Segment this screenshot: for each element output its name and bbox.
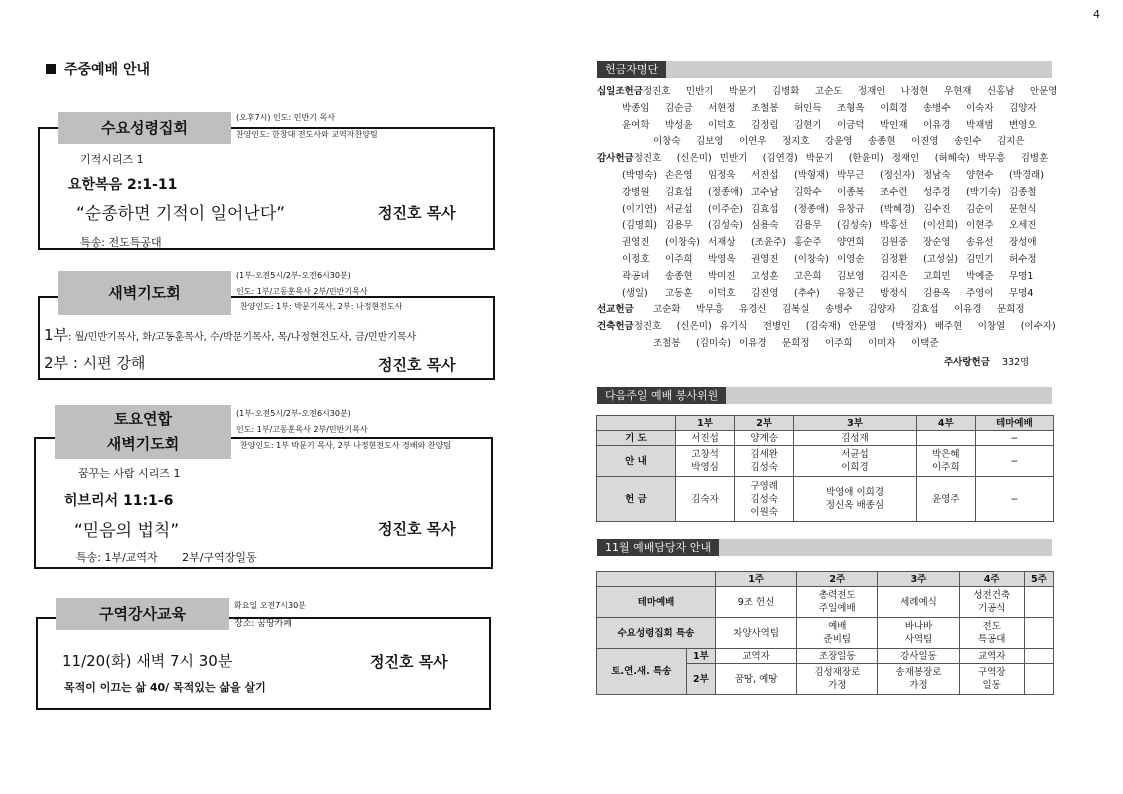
donor-name: 무명1	[1009, 270, 1034, 282]
donor-name: 이주희	[825, 337, 853, 349]
donor-name: 서재상	[708, 237, 736, 249]
table-cell: 수요성령집회 특송	[597, 618, 716, 649]
donor-name: 고희민	[923, 270, 951, 282]
donor-category	[597, 218, 622, 235]
donor-name: 고동훈	[665, 287, 693, 299]
donor-name: 배주현	[934, 321, 963, 333]
table-cell: 성전건축 기공식	[959, 587, 1024, 618]
donor-name: 정재인	[857, 86, 886, 97]
table-cell: 교역자	[716, 649, 797, 664]
district-title: 구역강사교육	[56, 598, 229, 630]
donor-name: 조철봉	[653, 337, 681, 349]
square-bullet-icon	[46, 64, 56, 74]
table-cell: 기 도	[597, 431, 676, 446]
donor-name: 주영이	[966, 287, 994, 299]
donor-name: 김보영	[696, 136, 724, 148]
district-info2: 장소: 꿈땅카페	[234, 619, 293, 629]
saturday-series: 꿈꾸는 사람 시리즈 1	[78, 467, 181, 480]
donor-name: 박인재	[880, 119, 908, 131]
table-cell: 꿈땅, 예땅	[716, 664, 797, 695]
donor-name: (정종애)	[794, 203, 829, 215]
donor-row	[597, 286, 1052, 303]
donor-name: 성주경	[923, 186, 951, 198]
donor-name: 전병인	[762, 321, 791, 333]
donor-name: 이유경	[739, 337, 767, 349]
donor-name: 박미진	[708, 270, 736, 282]
table-cell: 1부	[676, 416, 735, 431]
table-cell: 윤영주	[916, 477, 975, 522]
donor-name: 강병원	[622, 186, 650, 198]
donor-name: 심용숙	[751, 220, 779, 232]
saturday-scripture: 히브리서 11:1-6	[64, 493, 174, 509]
donor-row	[597, 84, 1058, 101]
table-cell: 3부	[794, 416, 916, 431]
donor-name: 이영순	[837, 253, 865, 265]
table-cell	[1024, 587, 1053, 618]
next-week-table	[596, 415, 1054, 522]
saturday-title-line2: 새벽기도회	[106, 435, 180, 453]
donor-category	[597, 336, 653, 353]
donor-name: 김순이	[966, 203, 994, 215]
donor-name: (허혜숙)	[934, 153, 970, 165]
table-cell: 조장일동	[797, 649, 878, 664]
donor-name: 이정호	[622, 253, 650, 265]
donor-name: 박무근	[837, 169, 865, 181]
donor-name: 박홍선	[880, 220, 908, 232]
donor-name: 김지은	[997, 136, 1025, 148]
donor-category	[597, 252, 622, 269]
donor-name: 정남숙	[923, 169, 951, 181]
donor-name: 송병수	[923, 102, 951, 114]
table-cell: −	[975, 431, 1053, 446]
donors-header: 헌금자명단	[597, 61, 1052, 78]
donor-name: 정진호	[633, 153, 662, 165]
donor-category: 감사헌금	[597, 153, 634, 165]
donor-name: 김정환	[880, 253, 908, 265]
donor-category	[597, 286, 622, 303]
november-table	[596, 571, 1054, 695]
table-cell	[1024, 664, 1053, 695]
table-row	[597, 446, 1054, 477]
donor-name: (이창숙)	[794, 253, 829, 265]
donor-name: 정진호	[633, 321, 662, 333]
donor-name: 문희정	[782, 337, 810, 349]
donor-name: (이선희)	[923, 220, 958, 232]
donor-name: 이덕호	[708, 287, 736, 299]
donor-row	[597, 218, 1052, 235]
donor-name: 송병수	[825, 304, 853, 316]
donor-name: 신홍남	[986, 86, 1015, 97]
donor-name: 서현정	[708, 102, 736, 114]
table-cell: 총력전도 주일예배	[797, 587, 878, 618]
donor-name: 유창규	[837, 203, 865, 215]
donor-name: 정재인	[891, 153, 920, 165]
donor-name: (김연경)	[762, 153, 798, 165]
donor-category	[597, 185, 622, 202]
donor-name: (정종애)	[708, 186, 743, 198]
district-info1: 화요일 오전7시30분	[234, 601, 306, 610]
donor-name: 조형옥	[837, 102, 865, 114]
wednesday-title: 수요성령집회	[58, 112, 231, 144]
table-cell: 박영애 이희경 정신옥 배종심	[794, 477, 916, 522]
donor-name: 김복실	[782, 304, 810, 316]
donor-category: 건축헌금	[597, 321, 634, 333]
donor-name: 이미자	[868, 337, 896, 349]
donor-name: 김정림	[751, 119, 779, 131]
donor-name: (고성실)	[923, 253, 958, 265]
donor-name: 김진영	[751, 287, 779, 299]
table-cell: 4주	[959, 572, 1024, 587]
table-cell: 1부	[686, 649, 715, 664]
donor-name: 권영진	[751, 253, 779, 265]
table-cell: 차양사역팀	[716, 618, 797, 649]
donor-name: (이기연)	[622, 203, 657, 215]
table-cell: 세례예식	[878, 587, 959, 618]
donor-name: 유기식	[719, 321, 748, 333]
donor-name: (이창숙)	[665, 237, 700, 249]
donor-name: 박성윤	[665, 119, 693, 131]
donor-name: 이덕호	[708, 119, 736, 131]
donor-name: 조수련	[880, 186, 908, 198]
donor-name: 김용무	[665, 220, 693, 232]
donor-category	[597, 168, 622, 185]
donor-name: (박경래)	[1009, 169, 1044, 181]
table-row	[597, 587, 1054, 618]
wednesday-info2: 찬양인도: 한창대 전도사와 교역자찬양팀	[236, 130, 378, 139]
donor-name: 허인득	[794, 102, 822, 114]
wednesday-scripture: 요한복음 2:1-11	[68, 177, 178, 193]
saturday-info2: 인도: 1부/고동훈목사 2부/민반기목사	[236, 425, 368, 434]
donor-name: 윤여학	[622, 119, 650, 131]
donor-name: (박혜경)	[880, 203, 915, 215]
donor-name: 이유경	[923, 119, 951, 131]
donor-row	[597, 302, 1052, 319]
donor-name: (추수)	[794, 287, 820, 299]
table-row	[597, 477, 1054, 522]
donor-name: 방정식	[880, 287, 908, 299]
table-cell	[597, 416, 676, 431]
donor-name: 권영진	[622, 237, 650, 249]
november-header: 11월 예배담당자 안내	[597, 539, 1052, 556]
donor-name: 이유경	[954, 304, 982, 316]
donor-name: 김원중	[880, 237, 908, 249]
donor-list	[597, 84, 1058, 353]
table-cell	[1024, 649, 1053, 664]
table-cell: 토.연.새. 특송	[597, 649, 687, 695]
donor-name: 이진영	[911, 136, 939, 148]
dawn-speaker: 정진호 목사	[378, 356, 456, 374]
table-cell: 김성재장로 가정	[797, 664, 878, 695]
donor-name: 박무흥	[696, 304, 724, 316]
donor-name: 이금덕	[837, 119, 865, 131]
saturday-special: 특송: 1부/교역자 2부/구역장일동	[76, 551, 257, 564]
donor-name: 고은희	[794, 270, 822, 282]
donor-name: 고성훈	[751, 270, 779, 282]
donor-name: (이주순)	[708, 203, 743, 215]
donor-name: (신은미)	[676, 321, 712, 333]
donor-name: 김종철	[1009, 186, 1037, 198]
donor-name: (생일)	[622, 287, 648, 299]
table-cell: 구영례 김성숙 이원숙	[735, 477, 794, 522]
table-cell	[916, 431, 975, 446]
donor-name: 안문영	[848, 321, 877, 333]
dawn-part2: 2부 : 시편 강해	[44, 354, 146, 372]
donor-row	[597, 168, 1052, 185]
donor-name: 이택준	[911, 337, 939, 349]
donor-category	[597, 118, 622, 135]
saturday-speaker: 정진호 목사	[378, 520, 456, 538]
saturday-info3: 찬양인도: 1부 박문기 목사, 2부 나정현전도사 경배와 찬양팀	[240, 441, 451, 450]
donor-name: 박영옥	[708, 253, 736, 265]
donor-row	[597, 252, 1052, 269]
donor-name: 정진호	[642, 86, 671, 97]
donor-name: 박재범	[966, 119, 994, 131]
donor-name: 김순금	[665, 102, 693, 114]
table-cell: 전도 특공대	[959, 618, 1024, 649]
donor-name: 송인수	[954, 136, 982, 148]
donor-name: 김효섭	[665, 186, 693, 198]
table-cell: 김세완 김성숙	[735, 446, 794, 477]
donor-name: 김보영	[837, 270, 865, 282]
donor-name: 우현재	[943, 86, 972, 97]
wednesday-special: 특송: 전도특공대	[80, 236, 162, 249]
district-topic: 목적이 이끄는 삶 40/ 목적있는 삶을 살기	[64, 681, 266, 694]
donor-name: 이연우	[739, 136, 767, 148]
table-cell: 4부	[916, 416, 975, 431]
donor-name: (김명희)	[622, 220, 657, 232]
donor-name: 김학수	[794, 186, 822, 198]
donor-name: 이희경	[880, 102, 908, 114]
donor-name: (박기숙)	[966, 186, 1001, 198]
table-cell: 2부	[686, 664, 715, 695]
donor-name: 강윤영	[825, 136, 853, 148]
donor-name: 정지호	[782, 136, 810, 148]
donor-name: 손은영	[665, 169, 693, 181]
district-datetime: 11/20(화) 새벽 7시 30분	[62, 652, 233, 670]
table-cell	[597, 572, 716, 587]
donor-name: (신은미)	[676, 153, 712, 165]
donor-name: 민반기	[719, 153, 748, 165]
donor-name: 김용옥	[923, 287, 951, 299]
table-row	[597, 618, 1054, 649]
donor-name: 허수정	[1009, 253, 1037, 265]
donor-name: 서균섭	[665, 203, 693, 215]
table-cell: 예배 준비팀	[797, 618, 878, 649]
table-cell: 서균섭 이희경	[794, 446, 916, 477]
donor-name: 임정욱	[708, 169, 736, 181]
donor-name: 김지은	[880, 270, 908, 282]
wednesday-sermon: “순종하면 기적이 일어난다”	[76, 204, 286, 224]
donor-name: 문희정	[997, 304, 1025, 316]
donor-name: 이주희	[665, 253, 693, 265]
dawn-part1: 1부: 월/민반기목사, 화/고동훈목사, 수/박문기목사, 목/나정현전도사, 금/민반기목사	[44, 326, 417, 344]
table-cell: 김성재	[794, 431, 916, 446]
donor-name: 박문기	[728, 86, 757, 97]
wednesday-series: 기적시리즈 1	[80, 153, 144, 166]
donor-name: 송종현	[665, 270, 693, 282]
donor-name: (김성숙)	[837, 220, 872, 232]
donor-name: (박형재)	[794, 169, 829, 181]
donor-name: 무명4	[1009, 287, 1034, 299]
page-number: 4	[1093, 8, 1100, 21]
donor-name: 고순화	[653, 304, 681, 316]
table-cell: 테마예배	[597, 587, 716, 618]
donor-name: 유창근	[837, 287, 865, 299]
donor-name: (박명숙)	[622, 169, 657, 181]
donor-name: 홍순주	[794, 237, 822, 249]
donor-category	[597, 269, 622, 286]
dawn-title: 새벽기도회	[58, 271, 231, 315]
saturday-info1: (1부-오전5시/2부-오전6시30분)	[236, 409, 351, 418]
donor-name: 유경신	[739, 304, 767, 316]
table-cell: 헌 금	[597, 477, 676, 522]
donor-name: 박예준	[966, 270, 994, 282]
table-cell: 테마예배	[975, 416, 1053, 431]
donor-name: 이현주	[966, 220, 994, 232]
table-cell: 2부	[735, 416, 794, 431]
wednesday-speaker: 정진호 목사	[378, 204, 456, 222]
donor-row	[597, 269, 1052, 286]
table-cell: 2주	[797, 572, 878, 587]
table-cell: 3주	[878, 572, 959, 587]
donor-name: (정신자)	[880, 169, 915, 181]
table-row	[597, 431, 1054, 446]
donor-name: 김병화	[771, 86, 800, 97]
donor-row	[597, 151, 1052, 168]
donor-name: 오세진	[1009, 220, 1037, 232]
table-cell	[1024, 618, 1053, 649]
donor-name: 김효섭	[911, 304, 939, 316]
table-cell: 안 내	[597, 446, 676, 477]
donor-name: 박문기	[805, 153, 834, 165]
table-cell: 김숙자	[676, 477, 735, 522]
donor-name: 김양자	[1009, 102, 1037, 114]
donor-name: 송유선	[966, 237, 994, 249]
donor-name: 박무흥	[977, 153, 1006, 165]
table-row	[597, 649, 1054, 664]
saturday-title	[55, 405, 231, 459]
donor-name: 조철봉	[751, 102, 779, 114]
table-cell: 양계승	[735, 431, 794, 446]
donor-row	[597, 202, 1052, 219]
donor-name: 서진섭	[751, 169, 779, 181]
donor-name: (김성숙)	[708, 220, 743, 232]
dawn-info1: (1부-오전5시/2부-오전6시30분)	[236, 271, 351, 280]
donor-name: 김양자	[868, 304, 896, 316]
table-cell: 바나바 사역팀	[878, 618, 959, 649]
donor-category	[597, 101, 622, 118]
donor-name: 김병훈	[1020, 153, 1049, 165]
donor-name: (한윤미)	[848, 153, 884, 165]
donor-row	[597, 336, 1052, 353]
donor-name: 문현식	[1009, 203, 1037, 215]
love-offering: 주사랑헌금 332명	[944, 357, 1030, 368]
donor-category: 십일조헌금	[597, 86, 643, 97]
donor-name: (박정자)	[891, 321, 927, 333]
dawn-info3: 찬양인도: 1부: 박문기목사, 2부: 나정현전도사	[240, 302, 403, 311]
donor-name: 안문영	[1029, 86, 1058, 97]
table-header-row	[597, 416, 1054, 431]
table-cell: 5주	[1024, 572, 1053, 587]
donor-category	[597, 134, 653, 151]
donor-name: (김미숙)	[696, 337, 731, 349]
district-speaker: 정진호 목사	[370, 653, 448, 671]
table-cell: 송재봉장로 가정	[878, 664, 959, 695]
donor-name: 김민기	[966, 253, 994, 265]
table-cell: 1주	[716, 572, 797, 587]
table-cell: 강사일동	[878, 649, 959, 664]
donor-name: 나정현	[900, 86, 929, 97]
next-week-header: 다음주일 예배 봉사위원	[597, 387, 1052, 404]
donor-row	[597, 118, 1052, 135]
table-cell: 박은혜 이주희	[916, 446, 975, 477]
donor-name: 이창열	[977, 321, 1006, 333]
table-header-row	[597, 572, 1054, 587]
donor-name: 장성애	[1009, 237, 1037, 249]
donor-name: 고수남	[751, 186, 779, 198]
table-cell: 고창석 박영심	[676, 446, 735, 477]
donor-row	[597, 101, 1052, 118]
saturday-title-line1: 토요연합	[114, 410, 172, 428]
wednesday-info1: (오후7시) 인도: 민반기 목사	[236, 113, 335, 122]
donor-name: 이숙자	[966, 102, 994, 114]
table-cell: 서진섭	[676, 431, 735, 446]
donor-name: 고순도	[814, 86, 843, 97]
donor-row	[597, 319, 1056, 336]
table-cell: 9조 헌신	[716, 587, 797, 618]
donor-row	[597, 185, 1052, 202]
donor-category	[597, 202, 622, 219]
donor-category	[597, 235, 622, 252]
donor-name: 박종임	[622, 102, 650, 114]
donor-name: 송종현	[868, 136, 896, 148]
donor-name: 변영오	[1009, 119, 1037, 131]
donor-name: 양현수	[966, 169, 994, 181]
saturday-sermon: “믿음의 법칙”	[74, 521, 180, 541]
table-cell: 교역자	[959, 649, 1024, 664]
section-title: 주중예배 안내	[46, 59, 150, 79]
donor-name: 이창숙	[653, 136, 681, 148]
dawn-info2: 인도: 1부/고동훈목사 2부/민반기목사	[236, 287, 368, 296]
donor-name: 양연희	[837, 237, 865, 249]
donor-name: 곽공녀	[622, 270, 650, 282]
donor-name: 김현기	[794, 119, 822, 131]
donor-name: 민반기	[685, 86, 714, 97]
donor-name: (조윤주)	[751, 237, 786, 249]
donor-name: 김용무	[794, 220, 822, 232]
donor-name: 김효섭	[751, 203, 779, 215]
donor-name: (이수자)	[1020, 321, 1056, 333]
table-cell: −	[975, 477, 1053, 522]
table-cell: −	[975, 446, 1053, 477]
donor-category: 선교헌금	[597, 304, 634, 316]
donor-name: 이종복	[837, 186, 865, 198]
donor-row	[597, 134, 1052, 151]
donor-name: 장순영	[923, 237, 951, 249]
donor-name: (김숙재)	[805, 321, 841, 333]
donor-name: 김수진	[923, 203, 951, 215]
donor-row	[597, 235, 1052, 252]
table-cell: 구역장 일동	[959, 664, 1024, 695]
